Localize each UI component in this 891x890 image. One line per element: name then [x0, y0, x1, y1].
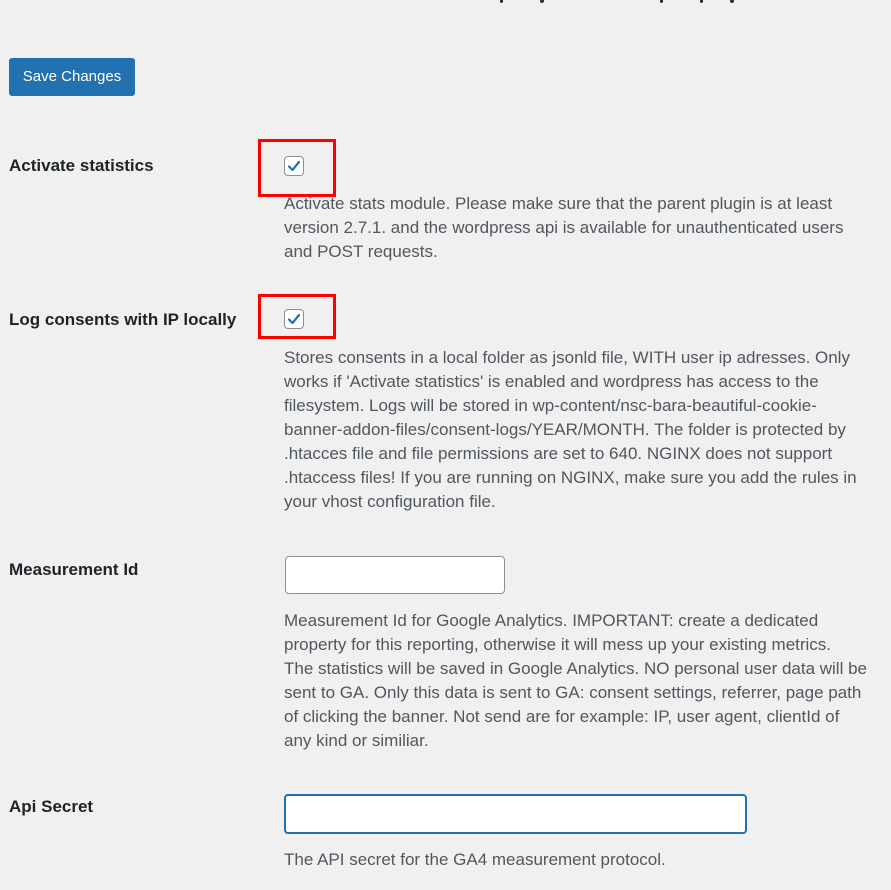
- measurement-id-description: Measurement Id for Google Analytics. IMPORTANT: create a dedicated property for this reporting, otherwise it will mess up your existing metrics. The statistics will be saved in Google Analytics. NO personal user data will be sent to GA. Only this data is sent to GA: consent settings, referrer, page path of clicking the banner. Not send are for example: IP, user agent, clientId of any kind or similiar.: [284, 611, 867, 750]
- activate-statistics-checkbox[interactable]: [284, 156, 304, 176]
- log-consents-checkbox[interactable]: [284, 309, 304, 329]
- measurement-id-label: Measurement Id: [9, 560, 139, 579]
- log-consents-label: Log consents with IP locally: [9, 310, 237, 329]
- save-changes-button[interactable]: Save Changes: [9, 58, 135, 96]
- api-secret-label: Api Secret: [9, 797, 94, 816]
- api-secret-description: The API secret for the GA4 measurement protocol.: [284, 850, 666, 869]
- cropped-heading-fragment: [0, 0, 891, 4]
- log-consents-description: Stores consents in a local folder as jsonld file, WITH user ip adresses. Only works if 'Activate statistics' is enabled and wordpress has access to the filesystem. Logs will be stored in wp-content/nsc-bara-beautiful-cookie- banner-addon-files/consent-logs/YEAR/MONTH. The folder is protected by .htacces file and file permissions are set to 640. NGINX does not support .htaccess files! If you are running on NGINX, make sure you add the rules in your vhost configuration file.: [284, 348, 857, 511]
- activate-statistics-description: Activate stats module. Please make sure that the parent plugin is at least version 2.7.1. and the wordpress api is available for unauthenticated users and POST requests.: [284, 194, 844, 261]
- checkmark-icon: [286, 158, 302, 174]
- api-secret-input[interactable]: [284, 794, 747, 834]
- measurement-id-input[interactable]: [285, 556, 505, 594]
- checkmark-icon: [286, 311, 302, 327]
- activate-statistics-label: Activate statistics: [9, 156, 154, 175]
